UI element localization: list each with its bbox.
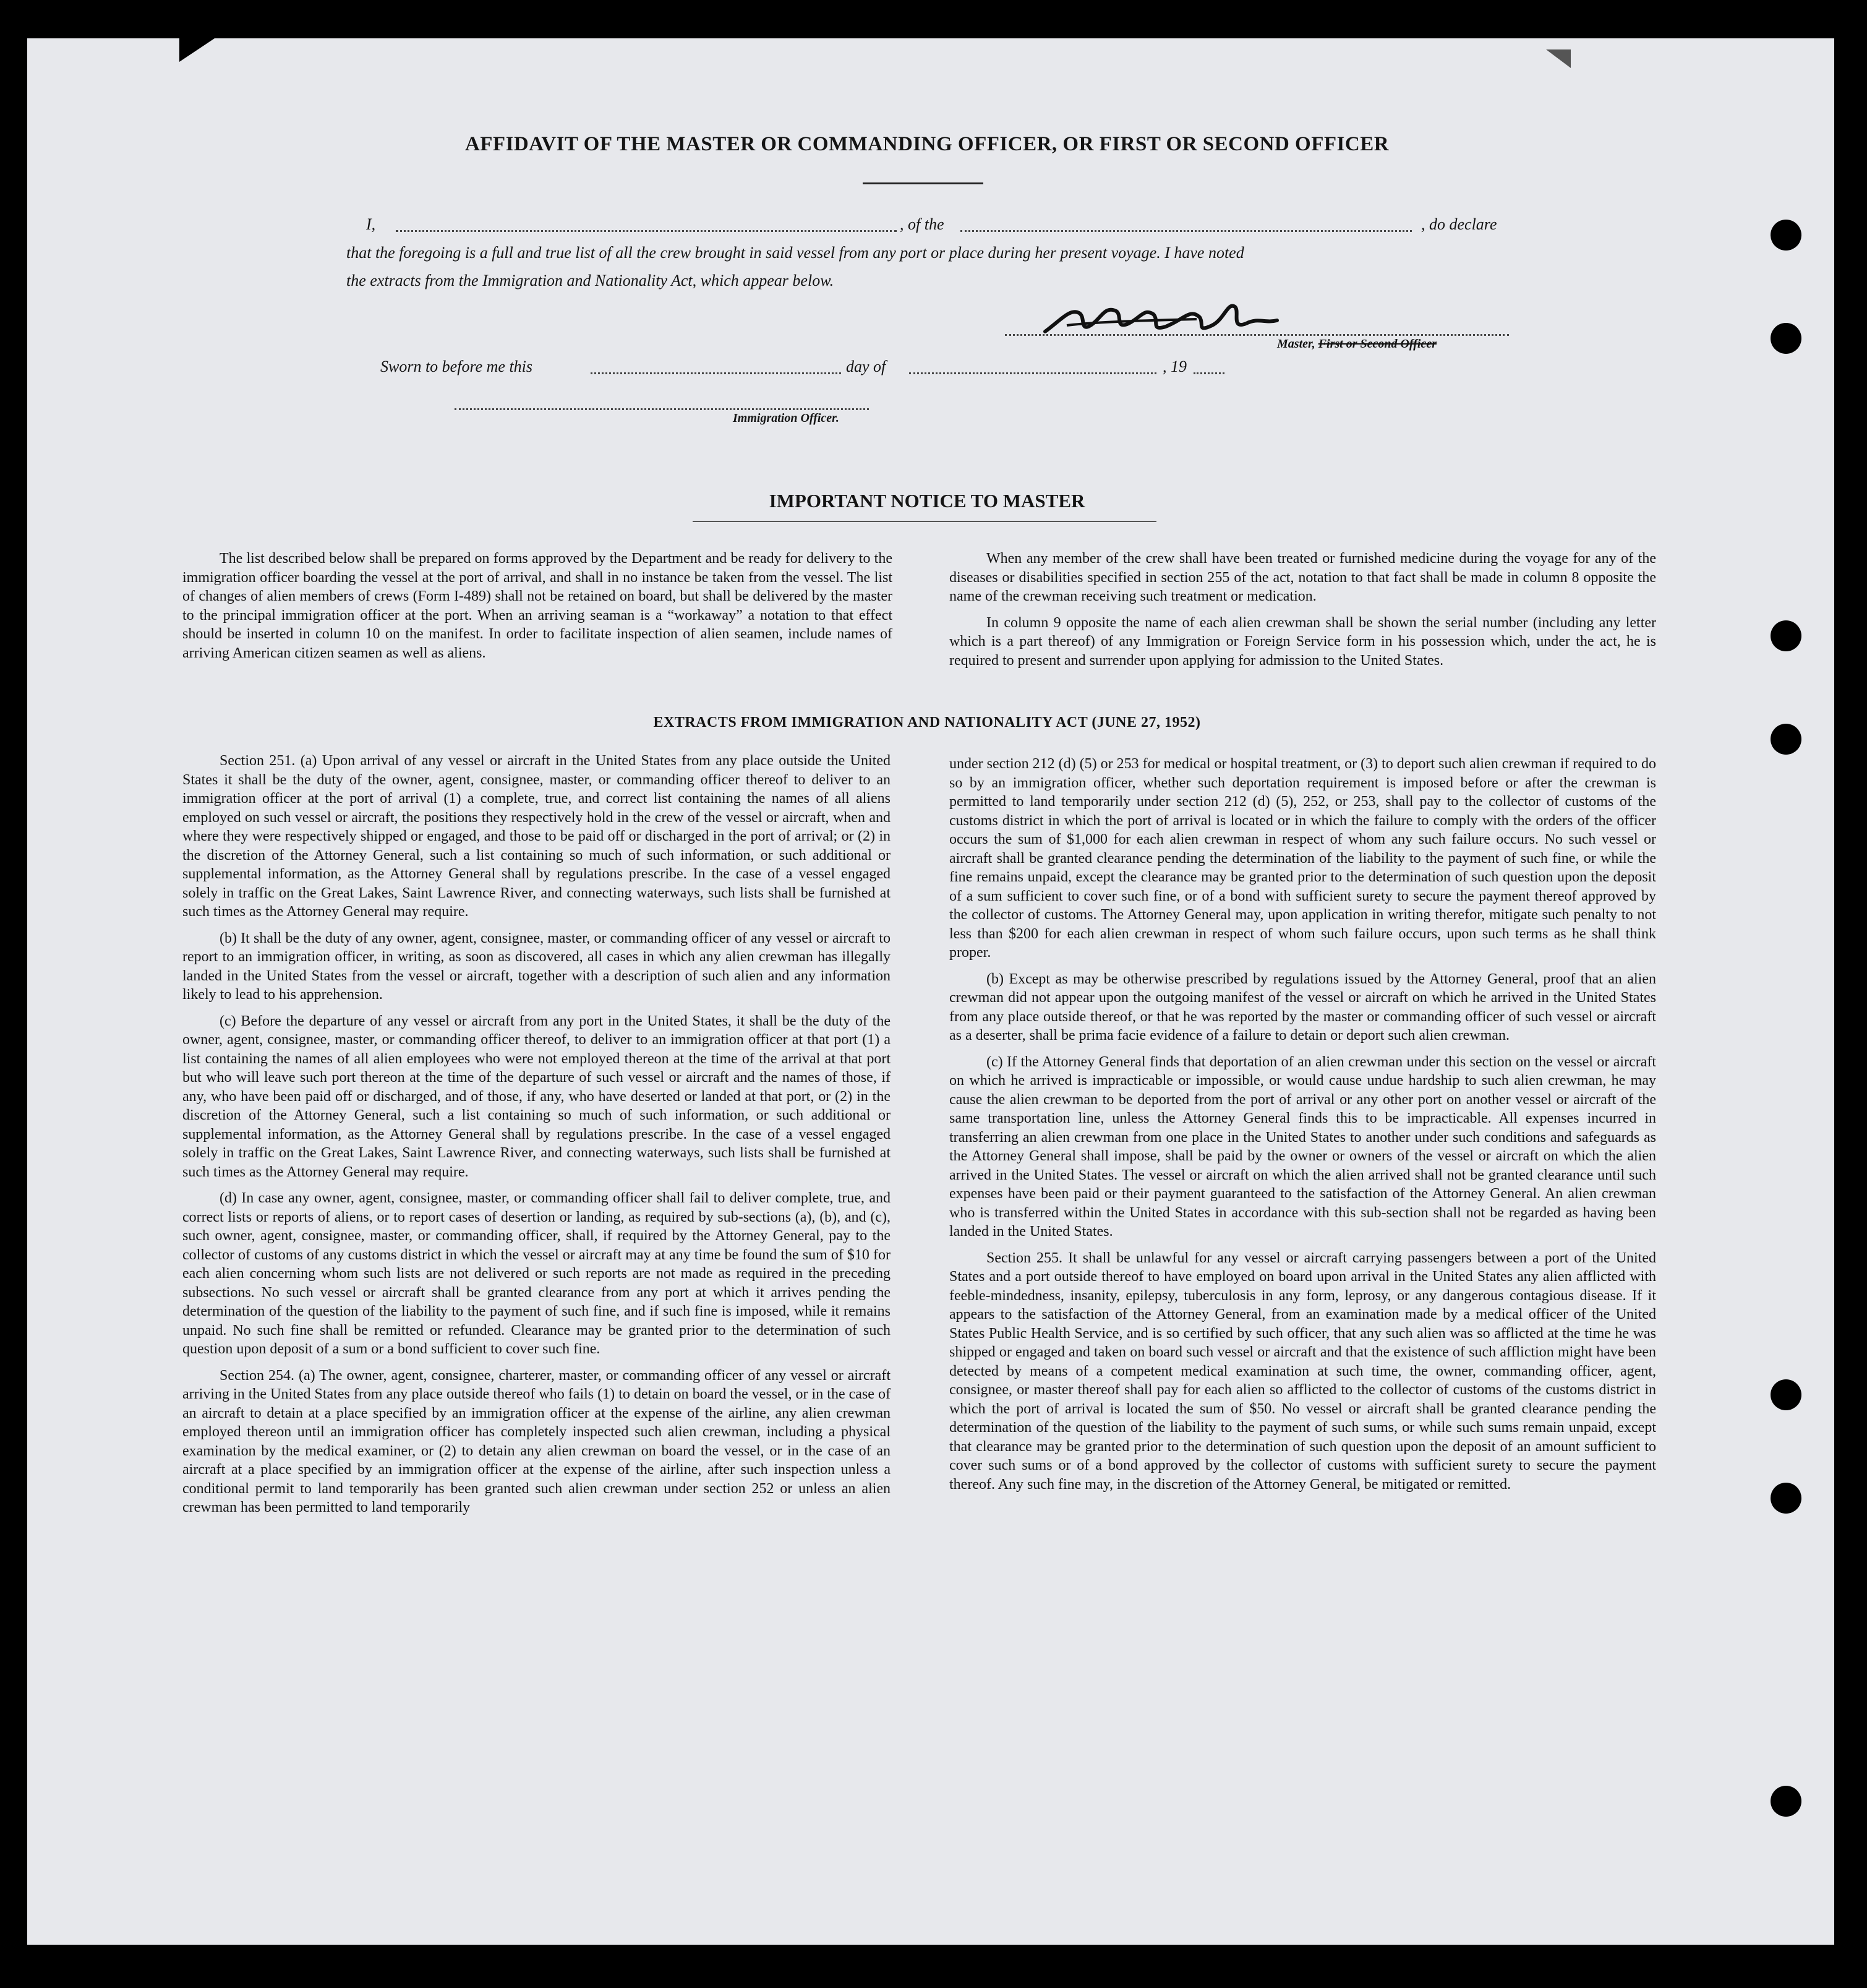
- affidavit-i-label: I,: [366, 215, 376, 233]
- affidavit-do-declare-label: , do declare: [1421, 215, 1497, 233]
- section-254-a-continued: under section 212 (d) (5) or 253 for medical or hospital treatment, or (3) to deport such alien crewman if required to do so by an immigration officer, whether such deportation requirement is imposed before or after the crewman is permitted to land temporarily under section 212 (d) (5), 252, or 253, shall pay to the collector of customs of the customs district in which the port of arrival is located or in which the failure to comply with the orders of the officer occurs the sum of $1,000 for each alien crewman in respect of whom any such failure occurs. No such vessel or aircraft shall be granted clearance pending the determination of the liability to the payment of such fine, or while the fine remains unpaid, except the clearance may be granted prior to the determination of such question upon the deposit of a sum sufficient to cover such fine, or of a bond with sufficient surety to secure the payment thereof approved by the collector of customs. The Attorney General may, upon application in writing therefor, mitigate such penalty to not less than $200 for each alien crewman in respect of whom such failure occurs, upon such terms as he shall think proper.: [949, 756, 1656, 961]
- affidavit-statement: [346, 239, 1509, 294]
- day-of-label: day of: [846, 358, 886, 375]
- notice-left-column: [182, 549, 892, 662]
- section-254-a: Section 254. (a) The owner, agent, consignee, charterer, master, or commanding officer of any vessel or aircraft arriving in the United States from any place outside thereof who fails (1) to detain on board the vessel, or in the case of an aircraft to detain at a place specified by an immigration officer at the expense of the airline, any alien crewman employed thereon until an immigration officer has completely inspected such alien crewman, including a physical examination by the medical examiner, or (2) to detain any alien crewman on board the vessel, or in the case of an aircraft at a place specified by an immigration officer at the expense of the airline, after such inspection unless a conditional permit to land temporarily has been granted such alien crewman under section 252 or unless an alien crewman has been permitted to land temporarily: [182, 1367, 891, 1515]
- punch-hole-3: [1771, 620, 1801, 651]
- extracts-title: EXTRACTS FROM IMMIGRATION AND NATIONALITY ACT (JUNE 27, 1952): [653, 714, 1201, 731]
- notice-paragraph-2: When any member of the crew shall have been treated or furnished medicine during the voyage for any of the diseases or disabilities specified in section 255 of the act, notation to that fact shall be made in column 8 opposite the name of the crewman receiving such treatment or medication.: [949, 551, 1656, 604]
- affidavit-of-the-label: , of the: [900, 215, 944, 233]
- vessel-name-field[interactable]: [960, 230, 1412, 232]
- extracts-left-column: [182, 752, 891, 1517]
- affidavit-statement-line2: that the foregoing is a full and true list of all the crew brought in said vessel from any port or place during her present voyage. I have noted: [346, 244, 1244, 262]
- punch-hole-4: [1771, 724, 1801, 755]
- first-second-officer-struck: First or Second Officer: [1318, 337, 1437, 351]
- immigration-officer-label: Immigration Officer.: [733, 411, 839, 425]
- master-label: Master,: [1277, 337, 1318, 351]
- sworn-label: Sworn to before me this: [380, 358, 533, 375]
- sworn-year-field[interactable]: [1194, 372, 1224, 374]
- punch-hole-6: [1771, 1483, 1801, 1514]
- corner-fold-top-right: [1546, 49, 1571, 68]
- section-251-b: (b) It shall be the duty of any owner, agent, consignee, master, or commanding officer of any vessel or aircraft to report to an immigration officer, in writing, as soon as discovered, all cases in which any alien crewman has illegally landed in the United States from the vessel or aircraft, together with a description of such alien and any information likely to lead to his apprehension.: [182, 930, 891, 1003]
- notice-underline: [693, 521, 1156, 522]
- punch-hole-7: [1771, 1786, 1801, 1817]
- master-title-label: [1277, 337, 1437, 351]
- section-255: Section 255. It shall be unlawful for any vessel or aircraft carrying passengers between a port of the United States and a port outside thereof to have employed on board upon arrival in the United States any alien afflicted with feeble-mindedness, insanity, epilepsy, tuberculosis in any form, leprosy, or any dangerous contagious disease. If it appears to the satisfaction of the Attorney General, from an examination made by a medical officer of the United States Public Health Service, and is so certified by such officer, that any such alien was so afflicted at the time he was shipped or engaged and taken on board such vessel or aircraft and that the existence of such affliction might have been detected by means of a competent medical examination at such time, the owner, commanding officer, agent, consignee, or master thereof shall pay for each alien so afflicted to the collector of customs of the customs district in which the port of arrival is located the sum of $50. No vessel or aircraft shall be granted clearance pending the determination of the question of the liability to the payment of such sums, or while such sums remain unpaid, except that clearance may be granted prior to the determination of such question upon the deposit of an amount sufficient to cover such sums or of a bond approved by the collector of customs with sufficient surety to secure the payment thereof. Any such fine may, in the discretion of the Attorney General, be mitigated or remitted.: [949, 1249, 1656, 1493]
- immigration-officer-signature-line: [455, 408, 869, 410]
- year-prefix-label: , 19: [1163, 358, 1187, 375]
- section-254-c: (c) If the Attorney General finds that deportation of an alien crewman under this section on the vessel or aircraft on which he arrived is impracticable or impossible, or would cause undue hardship to such alien crewman, he may cause the alien crewman to be deported from the port of arrival or any other port on another vessel or aircraft of the same transportation line, unless the Attorney General finds this to be impracticable. All expenses incurred in transferring an alien crewman from one place in the United States to another under such conditions and safeguards as the Attorney General shall impose, shall be paid by the owner or owners of the vessel or aircraft on which the alien arrived in the United States. The vessel or aircraft on which the alien arrived shall not be granted clearance until such expenses have been paid or their payment guaranteed to the satisfaction of the Attorney General. An alien crewman who is transferred within the United States in accordance with this sub-section shall not be regarded as having been landed in the United States.: [949, 1053, 1656, 1240]
- section-251-c: (c) Before the departure of any vessel or aircraft from any port in the United States, it shall be the duty of the owner, agent, consignee, master, or commanding officer thereof, to deliver to an immigration officer at that port (1) a list containing the names of all alien employees who were not employed thereon at the time of the arrival at that port but who will leave such port thereon at the time of the departure of such vessel or aircraft and the names of those, if any, who have been paid off or discharged, and of those, if any, who have deserted or landed at that port, or (2) in the discretion of the Attorney General, such a list containing so much of such information, or such additional or supplemental information, as the Attorney General shall by regulations prescribe. In the case of a vessel engaged solely in traffic on the Great Lakes, Saint Lawrence River, and connecting waterways, such lists shall be furnished at such times as the Attorney General may require.: [182, 1013, 891, 1180]
- notice-paragraph-1: The list described below shall be prepared on forms approved by the Department and be ready for delivery to the immigration officer boarding the vessel at the port of arrival, and shall in no instance be taken from the vessel. The list of changes of alien members of crews (Form I-489) shall not be retained on board, but shall be delivered by the master to the principal immigration officer at the port. When an arriving seaman is a “workaway” a notation to that effect should be inserted in column 10 on the manifest. In order to facilitate inspection of alien seamen, include names of arriving American citizen seamen as well as aliens.: [182, 551, 892, 661]
- punch-hole-1: [1771, 220, 1801, 251]
- corner-fold-top-left: [179, 37, 216, 62]
- punch-hole-2: [1771, 323, 1801, 354]
- affidavit-title: AFFIDAVIT OF THE MASTER OR COMMANDING OFFICER, OR FIRST OR SECOND OFFICER: [464, 133, 1390, 155]
- sworn-day-field[interactable]: [591, 372, 841, 374]
- title-underline: [863, 182, 983, 184]
- important-notice-title: IMPORTANT NOTICE TO MASTER: [769, 490, 1085, 512]
- sworn-month-field[interactable]: [909, 372, 1156, 374]
- master-signature-line: [1005, 334, 1509, 336]
- notice-paragraph-3: In column 9 opposite the name of each alien crewman shall be shown the serial number (including any letter which is a part thereof) of any Immigration or Foreign Service form in his possession which, under the act, he is required to present and surrender upon applying for admission to the United States.: [949, 614, 1656, 669]
- declarant-name-field[interactable]: [396, 230, 897, 232]
- section-251-a: Section 251. (a) Upon arrival of any vessel or aircraft in the United States from any place outside the United States it shall be the duty of the owner, agent, consignee, master, or commanding officer thereof to deliver to an immigration officer at the port of arrival (1) a complete, true, and correct list containing the names of all aliens employed on such vessel or aircraft, the positions they respectively hold in the crew of the vessel or aircraft, when and where they were respectively shipped or engaged, and those to be paid off or discharged in the port of arrival; or (2) in the discretion of the Attorney General, such a list containing so much of such information, or such additional or supplemental information, as the Attorney General shall by regulations prescribe. In the case of a vessel engaged solely in traffic on the Great Lakes, Saint Lawrence River, and connecting waterways, such lists shall be furnished at such times as the Attorney General may require.: [182, 753, 891, 920]
- punch-hole-5: [1771, 1379, 1801, 1410]
- extracts-right-column: [949, 755, 1656, 1494]
- master-signature: [1042, 296, 1296, 339]
- section-251-d: (d) In case any owner, agent, consignee, master, or commanding officer shall fail to deliver complete, true, and correct lists or reports of aliens, or to report cases of desertion or landing, as required by sub-sections (a), (b), and (c), such owner, agent, consignee, master, or commanding officer, shall, if required by the Attorney General, pay to the collector of customs of any customs district in which the vessel or aircraft may at any time be found the sum of $10 for each alien concerning whom such lists are not delivered or such reports are not made as required in the preceding subsections. No such vessel or aircraft shall be granted clearance from any port at which it arrives pending the determination of the question of the liability to the payment of such fine, and if such fine is imposed, while it remains unpaid. No such fine shall be remitted or refunded. Clearance may be granted prior to the determination of such question upon deposit of a sum or a bond sufficient to cover such fine.: [182, 1190, 891, 1357]
- affidavit-statement-line3: the extracts from the Immigration and Nationality Act, which appear below.: [346, 272, 834, 289]
- section-254-b: (b) Except as may be otherwise prescribed by regulations issued by the Attorney General, proof that an alien crewman did not appear upon the outgoing manifest of the vessel or aircraft on which he arrived in the United States from any place outside thereof, or that he was reported by the master or commanding officer of such vessel or aircraft as a deserter, shall be prima facie evidence of a failure to detain or deport such alien crewman.: [949, 970, 1656, 1043]
- notice-right-column: [949, 549, 1656, 670]
